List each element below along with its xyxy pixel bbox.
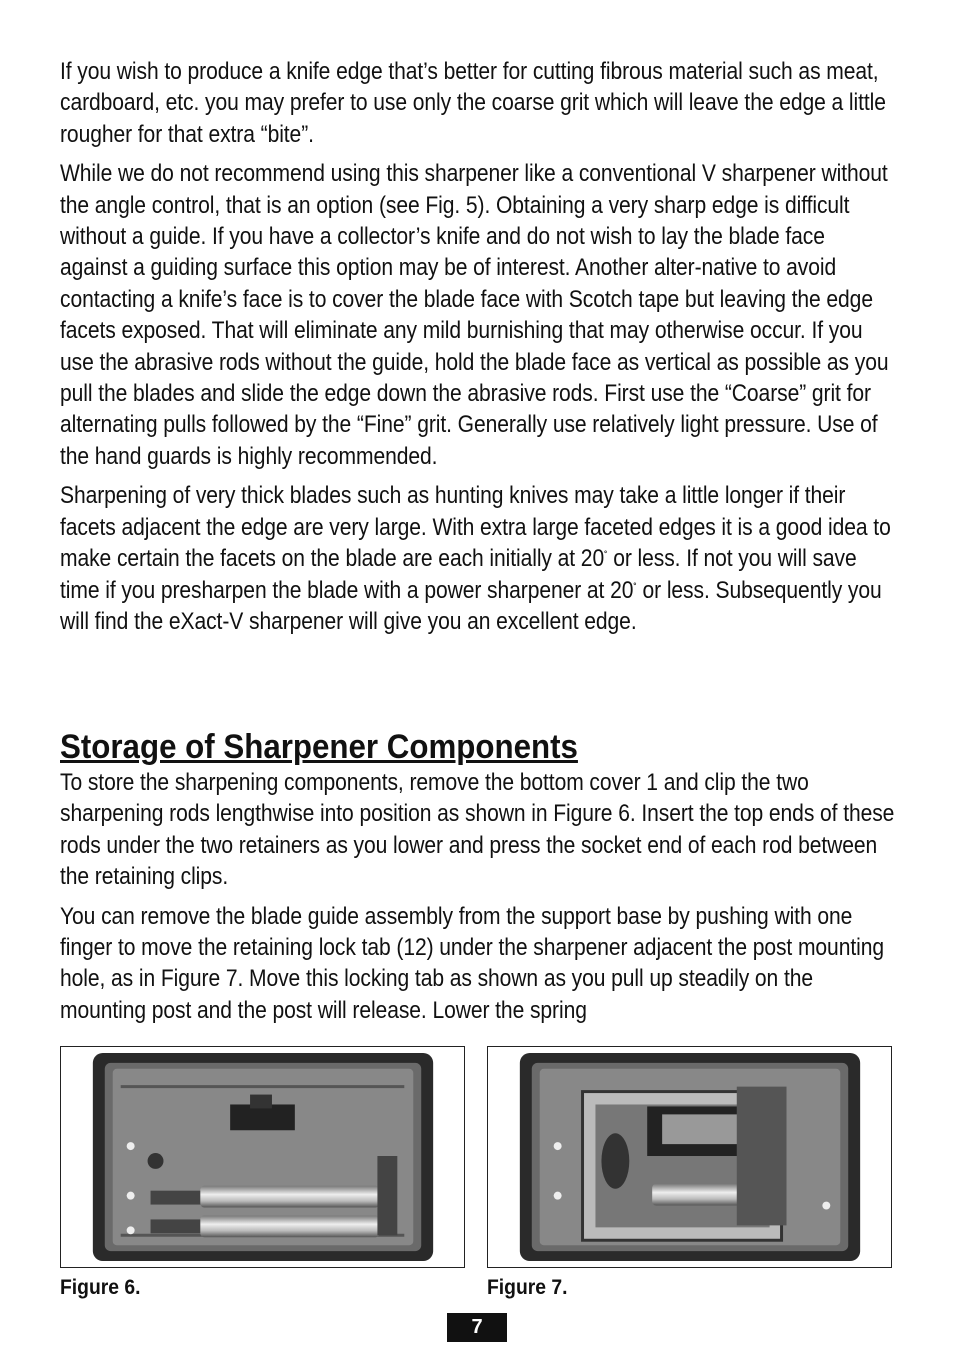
thick-blades-text-3: or less. Subsequently you will find the eXact-V sharpener will give you an excellent edge. (60, 576, 882, 635)
figure-7-caption: Figure 7. (487, 1276, 568, 1299)
figure-6-caption: Figure 6. (60, 1276, 141, 1299)
paragraph-thick-blades (60, 480, 896, 637)
thick-blades-text-2: or less. If not you will save time if you presharpen the blade with a power sharpener at 20 (60, 545, 857, 604)
figure-7-photo (487, 1046, 892, 1268)
page-number: 7 (447, 1313, 507, 1342)
degree-symbol: ˚ (604, 549, 608, 564)
paragraph-remove-guide: You can remove the blade guide assembly from the support base by pushing with one finger to move the retaining lock tab (12) under the sharpener adjacent the post mounting hole, as in Figure 7. Move this locking tab as shown as you pull up steadily on the mounting post and the post will release. Lower the spring (60, 902, 884, 1024)
thick-blades-text-1: Sharpening of very thick blades such as hunting knives may take a little longer if their facets adjacent the edge are very large. With extra large faceted edges it is a good idea to make certain the facets on the blade are each initially at 20 (60, 482, 891, 573)
figure-6-photo (60, 1046, 465, 1268)
degree-symbol: ˚ (633, 580, 637, 595)
paragraph-coarse-grit: If you wish to produce a knife edge that’s better for cutting fibrous material such as meat, cardboard, etc. you may prefer to use only the coarse grit which will leave the edge a little rougher for that extra “bite”. (60, 58, 886, 148)
section-heading: Storage of Sharpener Components (60, 728, 578, 766)
paragraph-without-guide: While we do not recommend using this sharpener like a conventional V sharpener without the angle control, that is an option (see Fig. 5). Obtaining a very sharp edge is difficult without a guide. If you have a collector’s knife and do not wish to lay the blade face against a guiding surface this option may be of interest. Another alter-native to avoid contacting a knife’s face is to cover the blade face with Scotch tape but leaving the edge facets exposed. That will eliminate any mild burnishing that may otherwise occur. If you use the abrasive rods without the guide, hold the blade face as vertical as possible as you pull the blades and slide the edge down the abrasive rods. First use the “Coarse” grit for alternating pulls followed by the “Fine” grit. Generally use relatively light pressure. Use of the hand guards is highly recommended. (60, 160, 889, 470)
paragraph-storage: To store the sharpening components, remove the bottom cover 1 and clip the two sharpening rods lengthwise into position as shown in Figure 6. Insert the top ends of these rods under the two retainers as you lower and press the socket end of each rod between the retaining clips. (60, 769, 895, 891)
